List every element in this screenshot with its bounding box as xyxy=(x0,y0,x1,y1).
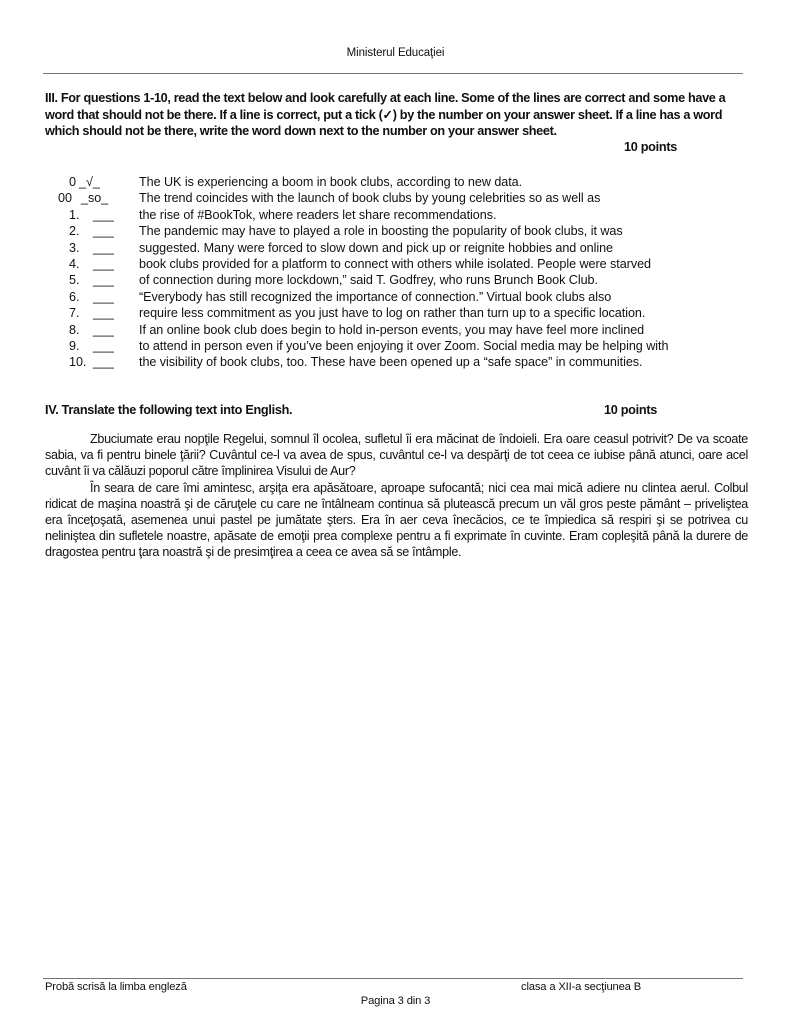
line-number: 3. xyxy=(69,240,80,255)
line-number: 5. xyxy=(69,273,80,287)
footer-divider xyxy=(43,978,743,979)
line-number: 0 xyxy=(69,175,76,189)
line-text: The trend coincides with the launch of book clubs by young celebrities so as well as xyxy=(139,191,601,205)
answer-blank: ___ xyxy=(93,322,114,337)
header-title: Ministerul Educaţiei xyxy=(346,47,445,59)
section3-points: 10 points xyxy=(624,140,677,154)
answer-blank: ___ xyxy=(93,207,114,222)
section4-title: IV. Translate the following text into English. xyxy=(45,403,293,417)
line-number: 10. xyxy=(69,355,87,369)
line-number: 00 xyxy=(58,191,72,205)
line-text: to attend in person even if you’ve been enjoying it over Zoom. Social media may be helping with xyxy=(139,339,669,353)
line-answer: _√_ xyxy=(79,175,100,189)
line-text: “Everybody has still recognized the importance of connection.” Virtual book clubs also xyxy=(139,289,612,304)
page-number: Pagina 3 din 3 xyxy=(360,995,431,1007)
line-number: 6. xyxy=(69,289,80,304)
translation-text xyxy=(45,431,748,561)
answer-blank: ___ xyxy=(93,339,114,353)
translation-paragraph: Zbuciumate erau nopţile Regelui, somnul îl ocolea, sufletul îi era măcinat de îndoieli. Era oare ceasul potrivit? De va scoate sabia, va fi pentru binele ţării? Cuvântul ce-l va avea de spus, cuvântul ce-l va despărţi de tot ceea ce iubise până atunci, oare acel cuvânt îi va călăuzi poporul către împlinirea Visului de Aur? xyxy=(45,432,748,479)
answer-blank: ___ xyxy=(93,306,114,320)
line-text: the visibility of book clubs, too. These have been opened up a “safe space” in communities. xyxy=(139,355,643,369)
section4-points: 10 points xyxy=(604,403,657,417)
answer-blank: ___ xyxy=(93,257,114,271)
line-text: of connection during more lockdown,” said T. Godfrey, who runs Brunch Book Club. xyxy=(139,273,598,287)
line-text: If an online book club does begin to hold in-person events, you may have feel more inclined xyxy=(139,322,645,337)
line-text: The pandemic may have to played a role in boosting the popularity of book clubs, it was xyxy=(139,224,623,238)
line-number: 2. xyxy=(69,224,80,238)
line-number: 7. xyxy=(69,306,80,320)
answer-blank: ___ xyxy=(93,289,114,304)
answer-blank: ___ xyxy=(93,355,114,369)
header-divider xyxy=(43,73,743,74)
footer-class-section: clasa a XII-a secţiunea B xyxy=(521,981,642,993)
line-text: The UK is experiencing a boom in book clubs, according to new data. xyxy=(139,175,523,189)
line-text: suggested. Many were forced to slow down and pick up or reignite hobbies and online xyxy=(139,240,614,255)
answer-blank: ___ xyxy=(93,224,114,238)
line-text: require less commitment as you just have to log on rather than turn up to a specific location. xyxy=(139,306,646,320)
line-number: 4. xyxy=(69,257,80,271)
answer-blank: ___ xyxy=(93,273,114,287)
line-answer: _so_ xyxy=(81,191,109,205)
line-number: 1. xyxy=(69,207,80,222)
line-text: book clubs provided for a platform to connect with others while isolated. People were starved xyxy=(139,257,651,271)
section3-instructions: III. For questions 1-10, read the text below and look carefully at each line. Some of the lines are correct and some have a word that should not be there. If a line is correct, put a tick (✓) by the number on your answer sheet. If a line has a word which should not be there, write the word down next to the number on your answer sheet. xyxy=(45,91,726,139)
line-text: the rise of #BookTok, where readers let share recommendations. xyxy=(139,207,497,222)
footer-exam-name: Probă scrisă la limba engleză xyxy=(45,981,187,993)
answer-blank: ___ xyxy=(93,240,114,255)
line-number: 8. xyxy=(69,322,80,337)
line-number: 9. xyxy=(69,339,80,353)
translation-paragraph: În seara de care îmi amintesc, arşiţa era apăsătoare, aproape sufocantă; nici cea mai mică adiere nu clintea aerul. Colbul ridicat de maşina noastră şi de căruţele cu care ne întâlneam continua să plutească precum un văl gros peste pământ – priveliştea era înceţoşată, asemenea unui pastel pe jumătate şters. Era în aer ceva înecăcios, ce te împiedica să respiri şi se potrivea cu neliniştea din sufletele noastre, apăsate de emoţii prea complexe pentru a fi exprimate în cuvinte. Eram copleşită până la durere de dragostea pentru ţara noastră şi de presimţirea a ceea ce avea să se întâmple. xyxy=(45,480,748,560)
